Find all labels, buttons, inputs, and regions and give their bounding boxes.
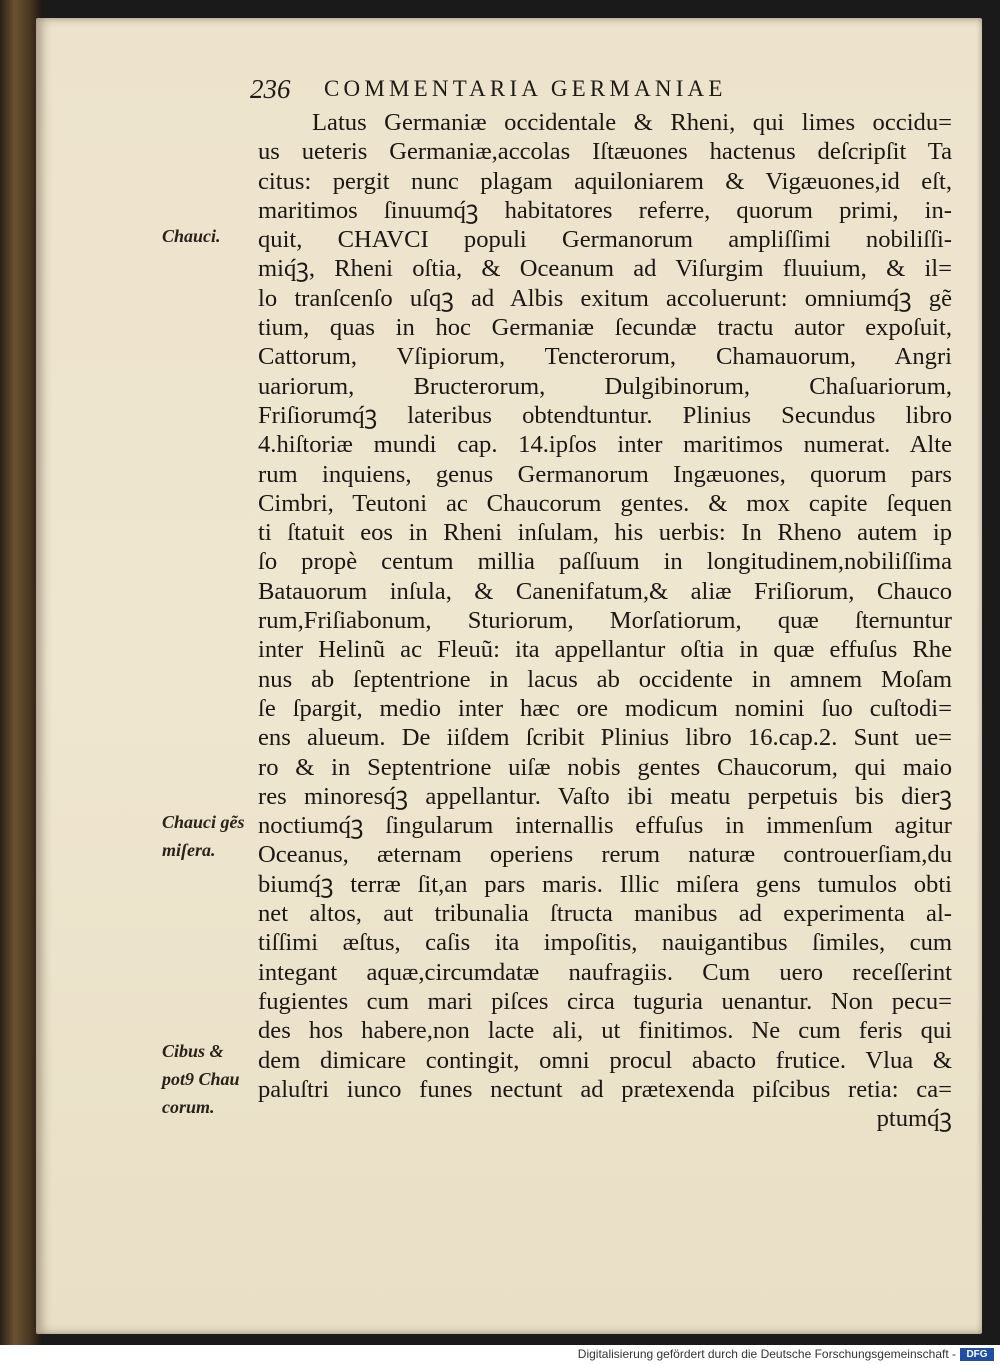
text-line: tium, quas in hoc Germaniæ ſecundæ tractu autor expoſuit, (258, 314, 952, 342)
text-line: us ueteris Germaniæ,accolas Iſtæuones hactenus deſcripſit Ta (258, 138, 952, 166)
text-line: maritimos ſinuumq́ꝫ habitatores referre, quorum primi, in- (258, 196, 952, 224)
text-line: rum inquiens, genus Germanorum Ingæuones, quorum pars (258, 460, 952, 488)
text-line: fugientes cum mari piſces circa tuguria uenantur. Non pecu= (258, 987, 952, 1015)
text-line: citus: pergit nunc plagam aquiloniarem & Vigæuones,id eſt, (258, 167, 952, 195)
catchword: ptumq́ꝫ (876, 1105, 952, 1133)
margin-note-chauci-gens-misera: Chauci gẽs miſera. (162, 812, 245, 860)
text-line: ens alueum. De iiſdem ſcribit Plinius libro 16.cap.2. Sunt ue= (258, 724, 952, 752)
footer-bar (0, 1345, 1000, 1365)
text-line: rum,Friſiabonum, Sturiorum, Morſatiorum, quæ ſternuntur (258, 607, 952, 635)
text-line: biumq́ꝫ terræ ſit,an pars maris. Illic miſera gens tumulos obti (258, 870, 952, 898)
text-line: Oceanus, æternam operiens rerum naturæ controuerſiam,du (258, 841, 952, 869)
text-line: noctiumq́ꝫ ſingularum internallis effuſus in immenſum agitur (258, 812, 952, 840)
text-line: nus ab ſeptentrione in lacus ab occidente in amnem Moſam (258, 665, 952, 693)
text-line: ſe ſpargit, medio inter hæc ore modicum nomini ſuo cuſtodi= (258, 694, 952, 722)
text-line: dem dimicare contingit, omni procul abacto frutice. Vlua & (258, 1046, 952, 1074)
page-header (250, 74, 862, 108)
text-line: integant aquæ,circumdatæ naufragiis. Cum uero receſſerint (258, 958, 952, 986)
text-line: ti ſtatuit eos in Rheni inſulam, his uerbis: In Rheno autem ip (258, 519, 952, 547)
text-line: net altos, aut tribunalia ſtructa manibus ad experimenta al- (258, 900, 952, 928)
text-line: ro & in Septentrione uiſæ nobis gentes Chaucorum, qui maio (258, 753, 952, 781)
page-number: 236 (250, 74, 291, 104)
text-line: ſo propè centum millia paſſuum in longitudinem,nobiliſſima (258, 548, 952, 576)
text-line: Cattorum, Vſipiorum, Tencterorum, Chamauorum, Angri (258, 343, 952, 371)
margin-note-cibus-potus: Cibus & pot9 Chau corum. (162, 1041, 240, 1117)
running-title: COMMENTARIA GERMANIAE (324, 76, 727, 101)
footer-credit: Digitalisierung gefördert durch die Deutsche Forschungsgemeinschaft - (577, 1347, 956, 1361)
text-line: des hos habere,non lacte ali, ut finitimos. Ne cum feris qui (258, 1017, 952, 1045)
text-line: miq́ꝫ, Rheni oſtia, & Oceanum ad Viſurgim fluuium, & il= (258, 255, 952, 283)
body-text (258, 108, 952, 1133)
text-line: quit, CHAVCI populi Germanorum ampliſſimi nobiliſſi- (258, 226, 952, 254)
text-line: Latus Germaniæ occidentale & Rheni, qui limes occidu= (312, 109, 952, 136)
text-line: res minoresq́ꝫ appellantur. Vaſto ibi meatu perpetuis bis dierꝫ (258, 782, 952, 810)
margin-note-chauci: Chauci. (162, 226, 221, 246)
text-line: inter Helinũ ac Fleuũ: ita appellantur oſtia in quæ effuſus Rhe (258, 636, 952, 664)
text-line: paluſtri iunco funes nectunt ad prætexenda piſcibus retia: ca= (258, 1075, 952, 1103)
text-line: uariorum, Bructerorum, Dulgibinorum, Chaſuariorum, (258, 372, 952, 400)
text-line: 4.hiſtoriæ mundi cap. 14.ipſos inter maritimos numerat. Alte (258, 431, 952, 459)
text-line: lo tranſcenſo uſqꝫ ad Albis exitum accoluerunt: omniumq́ꝫ gẽ (258, 284, 952, 312)
text-line: Batauorum inſula, & Canenifatum,& aliæ Friſiorum, Chauco (258, 577, 952, 605)
text-line: Cimbri, Teutoni ac Chaucorum gentes. & mox capite ſequen (258, 489, 952, 517)
text-line: Friſiorumq́ꝫ lateribus obtendtuntur. Plinius Secundus libro (258, 401, 952, 429)
text-line: tiſſimi æſtus, caſis ita impoſitis, nauigantibus ſimiles, cum (258, 929, 952, 957)
dfg-logo: DFG (960, 1348, 994, 1361)
